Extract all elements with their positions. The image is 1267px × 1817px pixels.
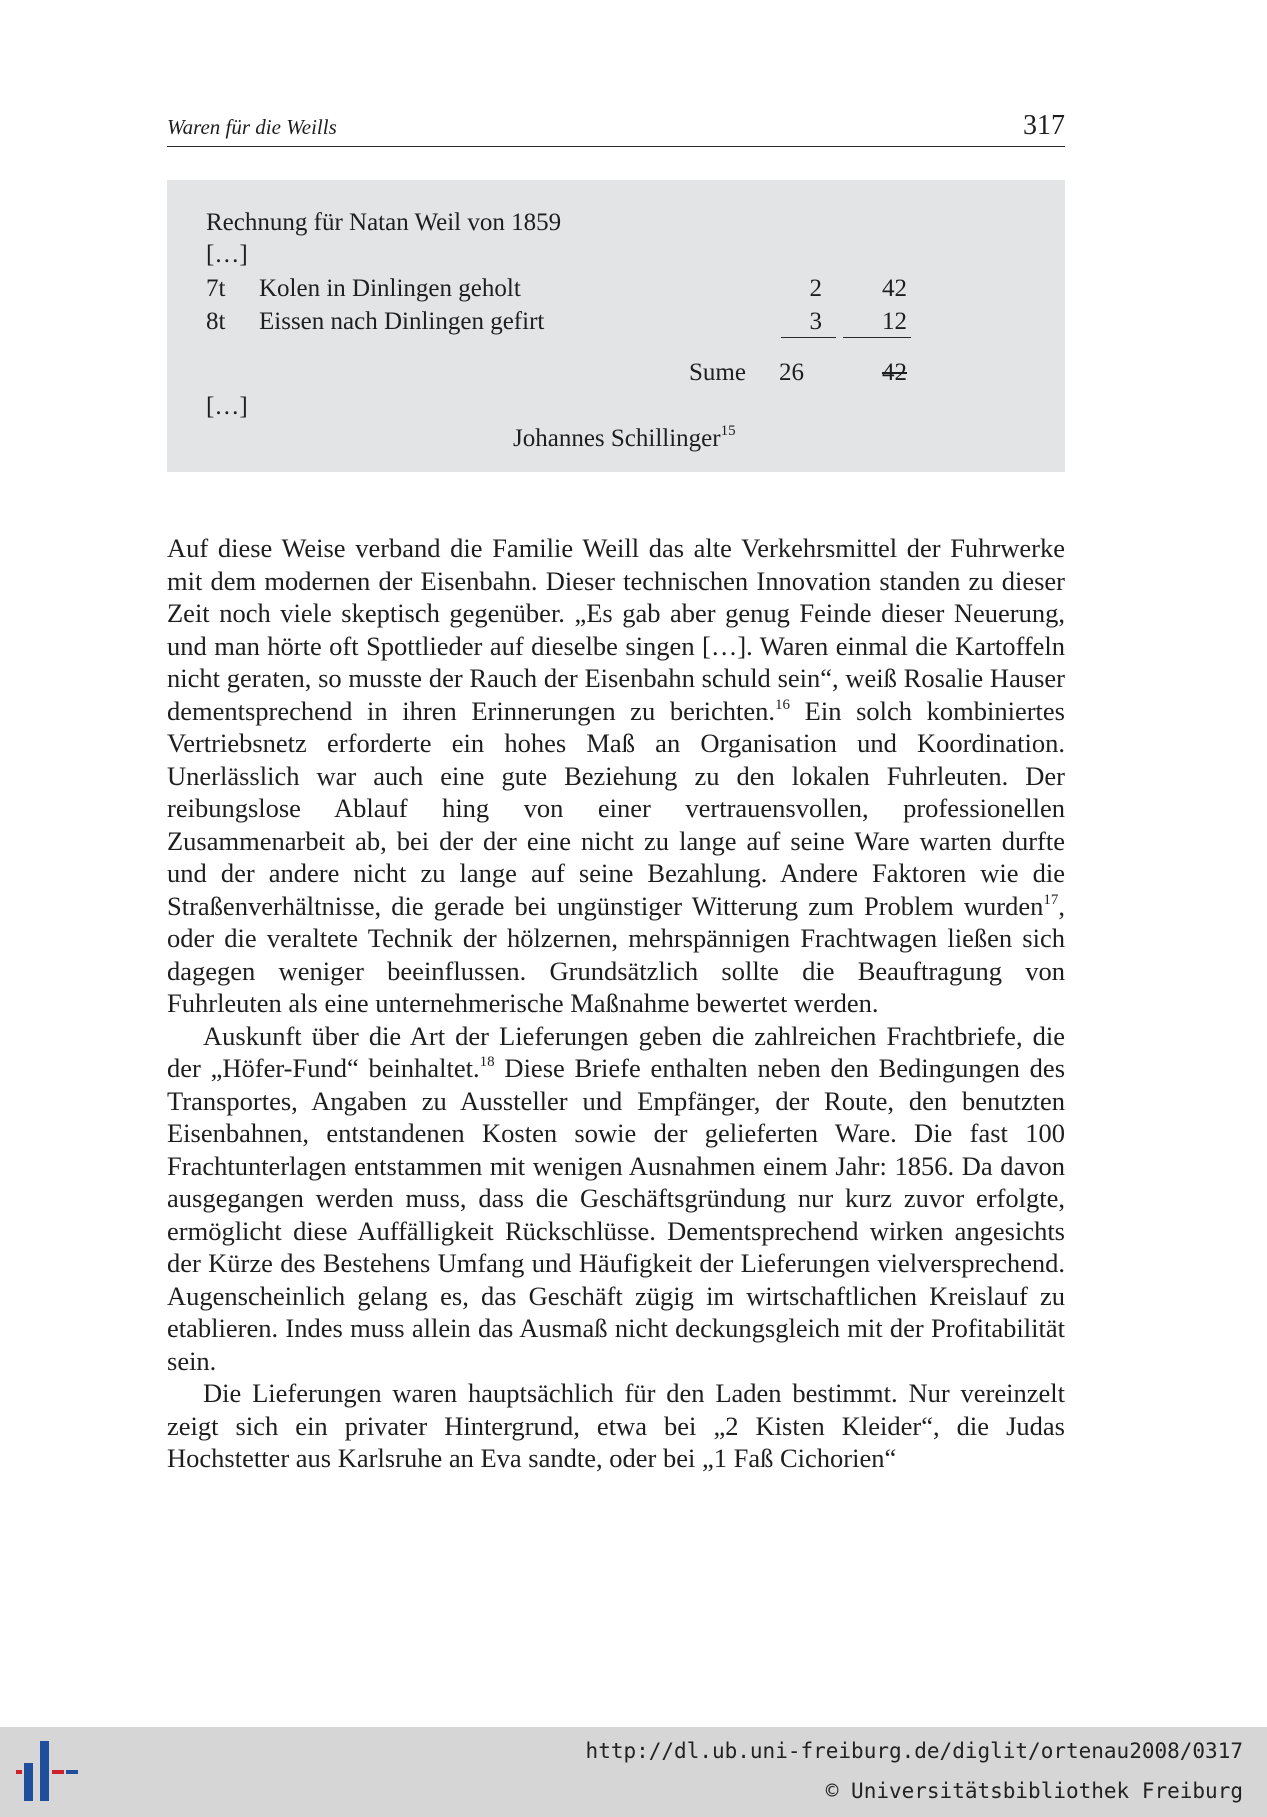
footnote-ref-18: 18 bbox=[479, 1054, 495, 1070]
paragraph-2: Auskunft über die Art der Lieferungen geben die zahlreichen Frachtbriefe, die der „Höfer-Fund“ beinhaltet.$^{18}$ Diese Briefe enthalten neben den Bedingungen des Transportes, Angaben zu Aussteller und Empfänger, der Route, den benutzten Eisenbahnen, entstandenen Kosten sowie der gelieferten Ware. Die fast 100 Frachtunterlagen entstammen mit wenigen Ausnahmen einem Jahr: 1856. Da davon ausgegangen werden muss, dass die Geschäftsgründung nur kurz zuvor erfolgte, ermöglicht diese Auffälligkeit Rückschlüsse. Dementsprechend wirken angesichts der Kürze des Bestehens Umfang und Häufigkeit der Lieferungen vielversprechend. Augenscheinlich gelang es, das Geschäft zügig im wirtschaftlichen Kreislauf zu etablieren. Indes muss allein das Ausmaß nicht deckungsgleich mit der Profitabilität sein. bbox=[167, 1020, 1066, 1376]
invoice-signature bbox=[513, 423, 736, 452]
invoice-sum-amount-b: 42 bbox=[882, 359, 907, 386]
invoice-sum-amount-a: 26 bbox=[779, 359, 804, 386]
footnote-ref-17: 17 bbox=[1043, 891, 1059, 908]
copyright-notice: © Universitätsbibliothek Freiburg bbox=[825, 1779, 1243, 1803]
running-title: Waren für die Weills bbox=[167, 115, 337, 139]
invoice-sum-label: Sume bbox=[689, 359, 746, 386]
footnote-ref-15: 15 bbox=[720, 423, 736, 439]
invoice-quote-box bbox=[167, 180, 1065, 472]
invoice-row-amount-a: 3 bbox=[809, 308, 822, 335]
running-header bbox=[167, 108, 1065, 147]
invoice-row-text: Kolen in Dinlingen geholt bbox=[259, 275, 521, 302]
ub-freiburg-logo-icon bbox=[16, 1741, 80, 1801]
invoice-title: Rechnung für Natan Weil von 1859 bbox=[206, 209, 562, 236]
invoice-ellipsis-top: […] bbox=[206, 241, 248, 268]
invoice-row-amount-b: 12 bbox=[882, 308, 907, 335]
digitization-footer bbox=[0, 1727, 1267, 1817]
page-number: 317 bbox=[1023, 110, 1065, 141]
paragraph-1: Auf diese Weise verband die Familie Weill das alte Verkehrsmittel der Fuhrwerke mit dem modernen der Eisenbahn. Dieser technischen Innovation standen zu dieser Zeit noch viele skeptisch gegenüber. „Es gab aber genug Feinde dieser Neuerung, und man hörte oft Spottlieder auf dieselbe singen […]. Waren einmal die Kartoffeln nicht geraten, so musste der Rauch der Eisenbahn schuld sein“, weiß Rosalie Hauser dementsprechend in ihren Erinnerungen zu berichten.$^{16}$ Ein solch kombiniertes Vertriebsnetz erforderte ein hohes Maß an Organisation und Koordination. Unerlässlich war auch eine gute Beziehung zu den lokalen Fuhrleuten. Der reibungslose Ablauf hing von einer vertrauensvollen, professionellen Zusammenarbeit ab, bei der der eine nicht zu lange auf seine Ware warten durfte und der andere nicht zu lange auf seine Bezahlung. Andere Faktoren wie die Straßenverhältnisse, die gerade bei ungünstiger Witterung zum Problem wurden$^{17}$, oder die veraltete Technik der hölzernen, mehrspännigen Frachtwagen ließen sich dagegen weniger beeinflussen. Grundsätzlich sollte die Beauftragung von Fuhrleuten als eine unternehmerische Maßnahme bewertet werden. bbox=[167, 533, 1065, 1018]
invoice-row-amount-a: 2 bbox=[809, 275, 822, 302]
invoice-ellipsis-bottom: […] bbox=[206, 393, 248, 420]
invoice-row-amount-b: 42 bbox=[882, 275, 907, 302]
body-text bbox=[167, 532, 1065, 1475]
signature-name: Johannes Schillinger bbox=[513, 425, 721, 452]
invoice-row-text: Eissen nach Dinlingen gefirt bbox=[259, 308, 545, 335]
sum-rule-right bbox=[843, 337, 911, 338]
sum-rule-left bbox=[781, 337, 836, 338]
invoice-row-day: 7t bbox=[206, 275, 226, 302]
source-url-link[interactable]: http://dl.ub.uni-freiburg.de/diglit/ortenau2008/0317 bbox=[585, 1739, 1243, 1763]
invoice-row-day: 8t bbox=[206, 308, 226, 335]
footnote-ref-16: 16 bbox=[775, 696, 791, 713]
paragraph-3: Die Lieferungen waren hauptsächlich für den Laden bestimmt. Nur vereinzelt zeigt sich ein privater Hintergrund, etwa bei „2 Kisten Kleider“, die Judas Hochstetter aus Karlsruhe an Eva sandte, oder bei „1 Faß Cichorien“ bbox=[167, 1378, 1065, 1473]
